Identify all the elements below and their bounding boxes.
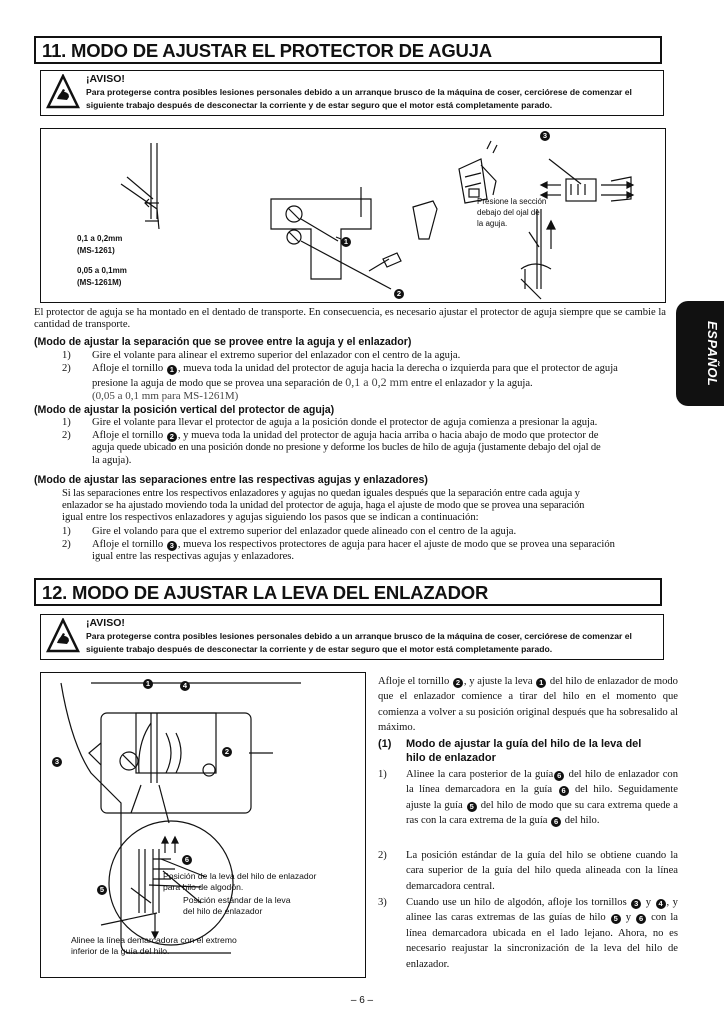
step-text: Alinee la cara posterior de la guía: [406, 769, 554, 780]
callout-2: 2: [453, 678, 463, 688]
label-line: del hilo de enlazador: [183, 906, 263, 916]
callout-1: 1: [536, 678, 546, 688]
label-cotton-position: [163, 871, 316, 893]
step-text: , y alinee las caras extremas de las guías de hilo: [406, 897, 678, 924]
warning-title: ¡AVISO!: [86, 73, 125, 85]
callout-5: 5: [97, 885, 107, 895]
step-text: , y mueva toda la unidad del protector de aguja hacia arriba o hacia abajo de modo que protector de: [177, 430, 599, 441]
gap-value-1: 0,1 a 0,2mm: [77, 234, 123, 243]
step-text: Gire el volando para que el extremo superior del enlazador quede alineado con el centro de la aguja.: [92, 526, 517, 537]
spacing-intro-line: enlazador se ha ajustado moviendo toda la unidad del protector de aguja, haga el ajuste de modo que se provea una separación: [62, 500, 585, 511]
step-3-2: [62, 539, 672, 567]
needle-guard-drawing: [41, 129, 664, 301]
step-text: aguja quede ubicado en una posición donde no presione y deforme los bucles de hilo de aguja (justamente debajo del ojal de: [92, 442, 601, 454]
guide-step-1: [378, 767, 678, 847]
subheading-spacing: (Modo de ajustar las separaciones entre las respectivas agujas y enlazadores): [34, 474, 428, 486]
model-label-1: (MS-1261): [77, 246, 115, 255]
step-number: 3): [378, 897, 387, 908]
press-note-line-3: la aguja.: [477, 219, 508, 228]
step-text: igual entre las respectivas agujas y enlazadores.: [92, 551, 295, 563]
step-number: 1): [62, 526, 71, 537]
callout-6: 6: [551, 817, 561, 827]
step-number: 2): [62, 539, 71, 550]
warning-title: ¡AVISO!: [86, 617, 125, 629]
gap-value: 0,1 a 0,2 mm: [345, 375, 409, 389]
spacing-intro-line: Si las separaciones entre los respectivos enlazadores y agujas no quedan iguales después que la separación entre cada aguja y: [62, 488, 580, 499]
callout-3: 3: [52, 757, 62, 767]
step-note: (0,05 a 0,1 mm para MS-1261M): [92, 390, 239, 402]
guide-step-3: [378, 895, 678, 977]
warning-hand-icon: [46, 74, 80, 110]
callout-5: 5: [611, 914, 621, 924]
page-number: – 6 –: [350, 995, 374, 1006]
step-text: Cuando use un hilo de algodón, afloje los tornillos: [406, 897, 627, 908]
figure-looper-cam: [40, 672, 366, 978]
intro-text: Afloje el tornillo: [378, 676, 450, 687]
figure-needle-guard: [40, 128, 666, 303]
callout-2: 2: [222, 747, 232, 757]
step-text: del hilo de modo que su cara extrema quede a ras con la cara extrema de la guía: [406, 799, 678, 827]
looper-cam-drawing: [41, 673, 364, 976]
step-text: la aguja).: [92, 454, 132, 466]
callout-3: 3: [540, 131, 550, 141]
guide-step-2: [378, 848, 678, 896]
warning-hand-icon: [46, 618, 80, 654]
step-number: 1): [62, 350, 71, 361]
step-text: del hilo de enlazador con la línea demarcadora en la guía: [406, 769, 678, 796]
step-number: 1): [62, 417, 71, 428]
callout-2: 2: [167, 432, 177, 442]
step-text: y: [645, 897, 652, 908]
step-text: Afloje el tornillo: [92, 430, 164, 441]
callout-3: 3: [631, 899, 641, 909]
intro-paragraph: El protector de aguja se ha montado en el dentado de transporte. En consecuencia, es necesario ajustar el protector de aguja siempre que se cambie la cantidad de transporte.: [34, 307, 666, 331]
warning-box-12: [40, 614, 664, 660]
step-text: y: [625, 912, 632, 924]
step-text: Gire el volante para llevar el protector de aguja a la posición donde el protector de aguja comienza a presionar la aguja.: [92, 417, 598, 428]
callout-6: 6: [554, 771, 564, 781]
step-text: Gire el volante para alinear el extremo superior del enlazador con el centro de la aguja.: [92, 350, 461, 361]
press-note-line-1: Presione la sección: [477, 197, 547, 206]
subheading-vertical: (Modo de ajustar la posición vertical del protector de aguja): [34, 404, 335, 416]
step-number: 2): [62, 430, 71, 441]
warning-box-11: [40, 70, 664, 116]
subheading-separation: (Modo de ajustar la separación que se provee entre la aguja y el enlazador): [34, 336, 412, 348]
label-line: Posición de la leva del hilo de enlazador: [163, 871, 317, 881]
looper-cam-intro: [378, 674, 678, 736]
step-number: 1): [378, 769, 387, 780]
label-line: para hilo de algodón.: [163, 882, 244, 892]
warning-text: Para protegerse contra posibles lesiones personales debido a un arranque brusco de la máquina de coser, cerciórese de comenzar el siguiente trabajo después de desconectar la corriente y de estar seguro que el motor está completamente parado.: [86, 87, 632, 110]
subheading-number: (1): [378, 738, 392, 750]
step-text: presione la aguja de modo que se provea una separación de: [92, 378, 343, 389]
callout-6: 6: [636, 914, 646, 924]
label-align-line: [71, 935, 237, 957]
subheading-line: hilo de enlazador: [406, 752, 496, 764]
callout-5: 5: [467, 802, 477, 812]
label-line: inferior de la guía del hilo.: [71, 946, 170, 956]
callout-1: 1: [143, 679, 153, 689]
label-line: Alinee la línea demarcadora con el extremo: [71, 935, 237, 945]
step-text: del hilo.: [564, 815, 600, 827]
model-label-2: (MS-1261M): [77, 278, 122, 287]
callout-4: 4: [180, 681, 190, 691]
step-number: 2): [378, 850, 387, 861]
step-text: La posición estándar de la guía del hilo se obtiene cuando la cara superior de la guía del hilo queda alineada con la línea demarcadora central.: [406, 850, 678, 892]
callout-6: 6: [182, 855, 192, 865]
callout-1: 1: [341, 237, 351, 247]
step-text: Afloje el tornillo: [92, 363, 164, 374]
label-line: Posición estándar de la leva: [183, 895, 291, 905]
label-standard-position: [183, 895, 291, 917]
press-note-line-2: debajo del ojal de: [477, 208, 540, 217]
step-text: , mueva los respectivos protectores de aguja para hacer el ajuste de modo que se provea una separación: [177, 539, 615, 550]
warning-text: Para protegerse contra posibles lesiones personales debido a un arranque brusco de la máquina de coser, cerciórese de comenzar el siguiente trabajo después de desconectar la corriente y de estar seguro que el motor está completamente parado.: [86, 631, 632, 654]
intro-text: , y ajuste la leva: [463, 676, 533, 687]
callout-2: 2: [394, 289, 404, 299]
callout-3: 3: [167, 541, 177, 551]
step-text: con la línea demarcadora ubicada en el lado lejano. Ahora, no es necesario reajustar la sincronización de la leva del hilo de enlazador.: [406, 912, 679, 970]
intro-text: del hilo de enlazador de modo que el enlazador comience a tirar del hilo en el momento que comienza a volver a su posición original después que ha sobresalido al máximo.: [378, 676, 678, 734]
gap-value-2: 0,05 a 0,1mm: [77, 266, 127, 275]
language-tab: [676, 301, 724, 406]
step-text: del hilo. Seguidamente ajuste la guía: [406, 784, 678, 811]
section-11-title: 11. MODO DE AJUSTAR EL PROTECTOR DE AGUJA: [34, 36, 662, 64]
callout-4: 4: [656, 899, 666, 909]
callout-1: 1: [167, 365, 177, 375]
step-text: Afloje el tornillo: [92, 539, 164, 550]
language-tab-label: ESPAÑOL: [705, 321, 720, 387]
subheading-line: Modo de ajustar la guía del hilo de la leva del: [406, 738, 642, 750]
step-text: entre el enlazador y la aguja.: [410, 378, 533, 389]
section-12-title: 12. MODO DE AJUSTAR LA LEVA DEL ENLAZADOR: [34, 578, 662, 606]
step-2-2: [62, 430, 672, 470]
step-number: 2): [62, 363, 71, 374]
spacing-intro-line: igual entre los respectivos enlazadores y agujas siguiendo los pasos que se indican a continuación:: [62, 512, 479, 523]
callout-6: 6: [559, 786, 569, 796]
step-text: , mueva toda la unidad del protector de aguja hacia la derecha o izquierda para que el protector de aguja: [177, 363, 618, 374]
